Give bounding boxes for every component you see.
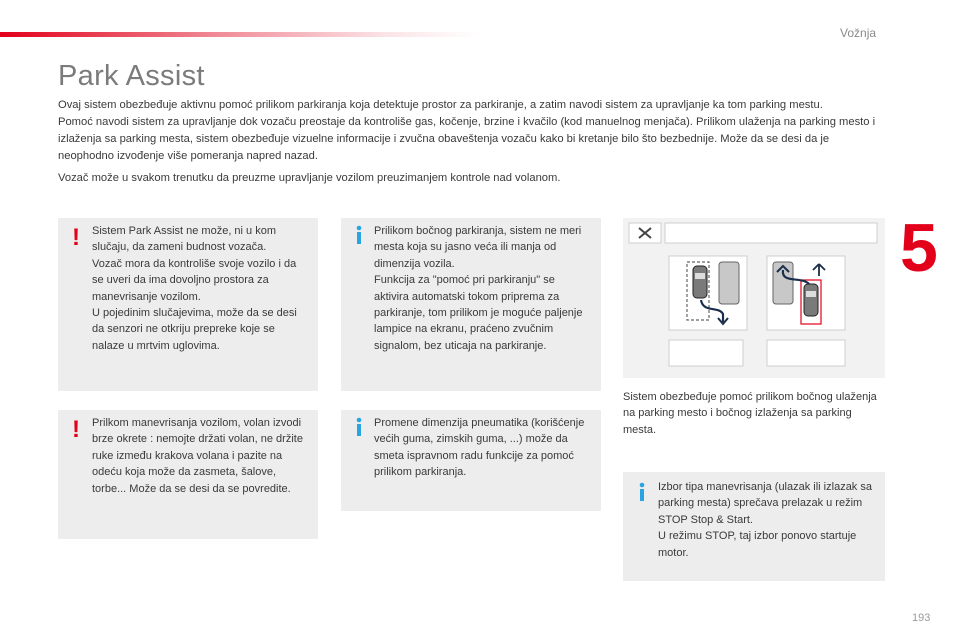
info-line: U režimu STOP, taj izbor ponovo startuje motor. xyxy=(658,530,857,559)
screen-caption: Sistem obezbeđuje pomoć prilikom bočnog ulaženja na parking mesto i bočnog izlaženja sa parking mesta. xyxy=(623,391,877,436)
warning-line: Prilkom manevrisanja vozilom, volan izvodi brze okrete : nemojte držati volan, ne držite ruke između krakova volana i pazite na odeću koja može da zasmeta, šalove, torbe... Može da se desi da se povredite. xyxy=(92,417,303,495)
info-line: Funkcija za "pomoć pri parkiranju" se aktivira automatski tokom priprema za parkiranje, tom prilikom je moguće paljenje lampice na ekranu, praćeno zvučnim signalom, bez uticaja na parkiranje. xyxy=(374,274,583,352)
intro-paragraph: Ovaj sistem obezbeđuje aktivnu pomoć prilikom parkiranja koja detektuje prostor za parkiranje, a zatim navodi sistem za upravljanje ka tom parking mestu. xyxy=(58,99,823,111)
screen-button-right xyxy=(767,340,845,366)
exit-parking-space-option[interactable] xyxy=(767,256,845,330)
warning-icon: ! xyxy=(72,416,80,443)
park-assist-screen xyxy=(623,218,885,378)
header-accent-bar xyxy=(0,32,480,37)
warning-text xyxy=(92,223,308,354)
info-line: Promene dimenzija pneumatika (korišćenje većih guma, zimskih guma, ...) može da smeta ispravnom radu funkcije za pomoć prilikom parkiranja. xyxy=(374,417,585,479)
intro-text xyxy=(58,97,878,187)
intro-paragraph: Vozač može u svakom trenutku da preuzme upravljanje vozilom preuzimanjem kontrole nad volanom. xyxy=(58,172,561,184)
screen-button-left xyxy=(669,340,743,366)
info-line: Prilikom bočnog parkiranja, sistem ne meri mesta koja su jasno veća ili manja od dimenzija vozila. xyxy=(374,225,582,270)
warning-icon: ! xyxy=(72,224,80,251)
chapter-number: 5 xyxy=(900,210,938,286)
info-icon xyxy=(354,225,364,245)
info-text xyxy=(374,223,591,354)
intro-paragraph: Pomoć navodi sistem za upravljanje dok vozaču preostaje da kontroliše gas, kočenje, brzine i kvačilo (kod manuelnog menjača). Prilikom ulaženja na parking mesto i izlaženja sa parking mesta, sistem obezbeđuje vizuelne informacije i zvučna obaveštenja vozaču kako bi kretanje bilo što bezbednije. Može da se desi da je neophodno izvođenje više pomeranja napred nazad. xyxy=(58,116,876,162)
warning-text xyxy=(92,415,308,497)
info-box xyxy=(341,218,601,391)
info-text xyxy=(658,479,875,561)
info-text xyxy=(374,415,591,481)
warning-box xyxy=(58,410,318,539)
info-box xyxy=(623,472,885,581)
warning-line: Sistem Park Assist ne može, ni u kom slučaju, da zameni budnost vozača. xyxy=(92,225,277,254)
info-line: Izbor tipa manevrisanja (ulazak ili izlazak sa parking mesta) sprečava prelazak u režim STOP Stop & Start. xyxy=(658,481,872,526)
enter-parking-space-option[interactable] xyxy=(669,256,747,330)
warning-box xyxy=(58,218,318,391)
info-icon xyxy=(637,482,647,502)
section-label: Vožnja xyxy=(840,26,877,40)
info-box xyxy=(341,410,601,511)
info-icon xyxy=(354,417,364,437)
page-title: Park Assist xyxy=(58,60,205,92)
warning-line: Vozač mora da kontroliše svoje vozilo i da se uveri da ima dovoljno prostora za manevrisanje vozilom. xyxy=(92,257,297,303)
page-number: 193 xyxy=(912,612,931,624)
warning-line: U pojedinim slučajevima, može da se desi da senzori ne otkriju prepreke koje se nalaze u mrtvim uglovima. xyxy=(92,307,297,352)
